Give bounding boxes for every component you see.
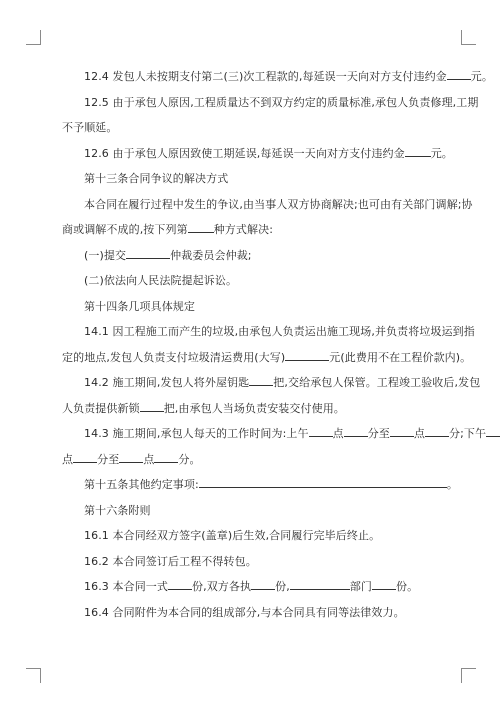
- clause-14-3-line2: 点 分至 点 分。: [62, 452, 201, 466]
- crop-mark-bottom-right: [461, 668, 476, 683]
- blank-field[interactable]: [140, 400, 164, 412]
- clause-12-6: 12.6 由于承包人原因致使工期延误,每延误一天向对方支付违约金 元。: [84, 146, 453, 160]
- blank-field[interactable]: [126, 247, 170, 259]
- blank-field[interactable]: [168, 578, 192, 590]
- article-13-line2: 商或调解不成的,按下列第 种方式解决:: [62, 223, 274, 236]
- clause-12-5-line2: 不予顺延。: [62, 121, 118, 134]
- document-body: [62, 64, 493, 625]
- clause-16-1: 16.1 本合同经双方签字(盖章)后生效,合同履行完毕后终止。: [84, 529, 381, 542]
- clause-14-2-line1: 14.2 施工期间,发包人将外屋钥匙 把,交给承包人保管。工程竣工验收后,发包: [84, 376, 481, 389]
- clause-14-1-line2: 定的地点,发包人负责支付垃圾清运费用(大写) 元(此费用不在工程价款内)。: [62, 350, 472, 364]
- blank-field[interactable]: [486, 425, 500, 437]
- blank-field[interactable]: [372, 578, 396, 590]
- article-13-line1: 本合同在履行过程中发生的争议,由当事人双方协商解决;也可由有关部门调解;协: [84, 197, 473, 211]
- blank-field[interactable]: [249, 374, 273, 386]
- blank-field[interactable]: [405, 145, 431, 157]
- clause-16-3: 16.3 本合同一式 份,双方各执 份, 部门 份。: [84, 580, 419, 593]
- clause-16-4: 16.4 合同附件为本合同的组成部分,与本合同具有同等法律效力。: [84, 605, 405, 619]
- article-13-option-1: (一)提交 仲裁委员会仲裁;: [84, 248, 252, 262]
- clause-14-1-line1: 14.1 因工程施工而产生的垃圾,由承包人负责运出施工现场,并负责将垃圾运到指: [84, 325, 475, 338]
- blank-field[interactable]: [290, 578, 350, 590]
- blank-field[interactable]: [251, 578, 275, 590]
- clause-14-3-line1: 14.3 施工期间,承包人每天的工作时间为:上午 点 分至 点 分;下午: [62, 421, 450, 447]
- crop-mark-top-right: [461, 30, 476, 45]
- crop-mark-top-left: [26, 30, 41, 45]
- blank-field[interactable]: [199, 476, 447, 488]
- article-13-option-2: (二)依法向人民法院提起诉讼。: [84, 274, 238, 287]
- blank-field[interactable]: [285, 349, 329, 361]
- blank-field[interactable]: [344, 425, 368, 437]
- blank-field[interactable]: [119, 451, 143, 463]
- blank-field[interactable]: [447, 68, 471, 80]
- article-13-heading: 第十三条合同争议的解决方式: [84, 172, 229, 185]
- blank-field[interactable]: [390, 425, 414, 437]
- blank-field[interactable]: [73, 451, 97, 463]
- blank-field[interactable]: [188, 221, 214, 233]
- crop-mark-bottom-left: [26, 668, 41, 683]
- blank-field[interactable]: [425, 425, 449, 437]
- article-15: 第十五条其他约定事项: 。: [84, 478, 458, 491]
- clause-14-2-line2: 人负责提供新锁 把,由承包人当场负责安装交付使用。: [62, 401, 345, 415]
- article-16-heading: 第十六条附则: [84, 503, 151, 517]
- clause-12-5-line1: 12.5 由于承包人原因,工程质量达不到双方约定的质量标准,承包人负责修理,工期: [84, 95, 479, 109]
- clause-12-4: 12.4 发包人未按期支付第二(三)次工程款的,每延误一天向对方支付违约金 元。: [84, 70, 493, 83]
- clause-16-2: 16.2 本合同签订后工程不得转包。: [84, 554, 257, 568]
- article-14-heading: 第十四条几项具体规定: [84, 299, 195, 313]
- blank-field[interactable]: [154, 451, 178, 463]
- blank-field[interactable]: [309, 425, 333, 437]
